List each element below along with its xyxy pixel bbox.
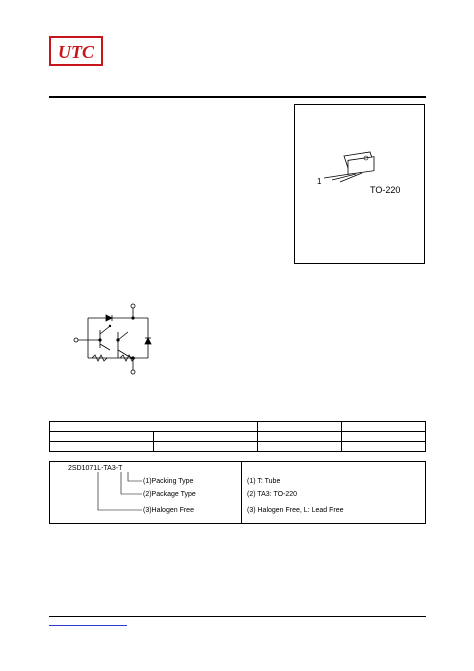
part-number: 2SD1071L-TA3-T — [68, 465, 123, 472]
package-name: TO-220 — [370, 185, 401, 195]
table-row — [49, 441, 426, 442]
package-box — [294, 104, 425, 264]
packing-type-value: (1) T: Tube — [247, 478, 281, 485]
halogen-free-value: (3) Halogen Free, L: Lead Free — [247, 507, 344, 514]
table-row — [49, 431, 426, 432]
utc-logo — [49, 36, 103, 66]
pin1-label: 1 — [317, 177, 322, 186]
to220-package-drawing — [322, 150, 382, 184]
ordering-table — [49, 421, 426, 452]
footer-rule — [49, 616, 426, 617]
packing-type-label: (1)Packing Type — [143, 478, 194, 485]
halogen-free-label: (3)Halogen Free — [143, 507, 194, 514]
marking-leader-lines — [95, 472, 145, 514]
table-row — [49, 421, 426, 422]
footer-link[interactable] — [49, 625, 127, 626]
logo-text: UTC — [58, 42, 94, 62]
package-type-value: (2) TA3: TO-220 — [247, 491, 298, 498]
package-type-label: (2)Package Type — [143, 491, 196, 498]
equivalent-circuit-diagram — [70, 300, 160, 380]
column-divider — [241, 462, 242, 523]
table-row — [49, 451, 426, 452]
header-rule — [49, 96, 426, 98]
